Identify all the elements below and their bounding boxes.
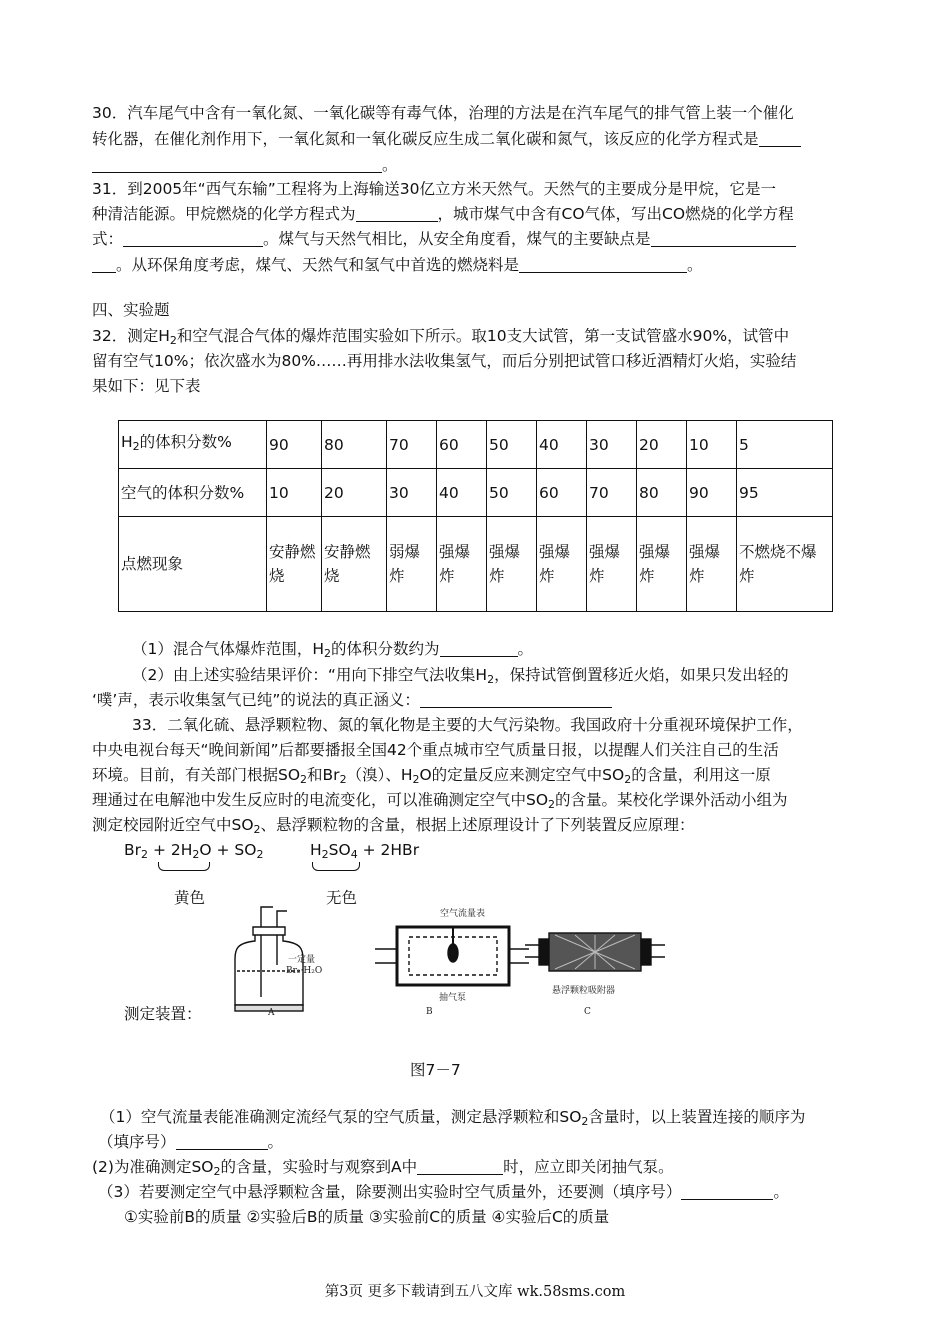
q32-sub1a: （1）混合气体爆炸范围，H bbox=[132, 640, 325, 658]
text-part: 的含量，利用这一原 bbox=[631, 766, 771, 784]
q31-line4a: 。从环保角度考虑，煤气、天然气和氢气中首选的燃烧料是 bbox=[116, 256, 520, 274]
q33-line2: 中央电视台每天“晚间新闻”后都要播报全国42个重点城市空气质量日报，以提醒人们关注自己的生活 bbox=[92, 741, 779, 759]
q32-sub1c: 。 bbox=[517, 640, 534, 658]
fig-a-note2: Br₂·H₂O bbox=[286, 966, 323, 976]
table-cell: 安静燃烧 bbox=[267, 517, 322, 612]
answer-blank bbox=[356, 204, 438, 222]
q33-line1: 33．二氧化硫、悬浮颗粒物、氮的氧化物是主要的大气污染物。我国政府十分重视环境保护工作， bbox=[132, 716, 803, 734]
answer-blank bbox=[759, 129, 801, 147]
row-label: 空气的体积分数% bbox=[119, 469, 267, 517]
q30-line1: 30．汽车尾气中含有一氧化氮、一氧化碳等有毒气体，治理的方法是在汽车尾气的排气管上装一个催化 bbox=[92, 104, 794, 122]
q32-line3: 果如下：见下表 bbox=[92, 377, 201, 395]
q30-line2 bbox=[92, 127, 801, 151]
answer-blank bbox=[92, 155, 382, 173]
q30-line2-text: 转化器，在催化剂作用下，一氧化氮和一氧化碳反应生成二氧化碳和氮气，该反应的化学方程式是 bbox=[92, 130, 759, 148]
answer-blank bbox=[681, 1182, 773, 1200]
subscript: 2 bbox=[213, 1165, 221, 1178]
q33-s3-options: ①实验前B的质量 ②实验后B的质量 ③实验前C的质量 ④实验后C的质量 bbox=[124, 1208, 610, 1226]
text-part: 测定校园附近空气中SO bbox=[92, 816, 254, 834]
eq-part: SO bbox=[328, 841, 351, 859]
fig-c-letter: C bbox=[584, 1007, 591, 1017]
label-part: 的体积分数% bbox=[139, 433, 232, 451]
eq-part: H bbox=[310, 841, 322, 859]
table-cell: 70 bbox=[587, 469, 637, 517]
q32-sub1 bbox=[132, 637, 533, 666]
fig-a-note1: 一定量 bbox=[288, 955, 316, 965]
eq-part: + 2HBr bbox=[357, 841, 420, 859]
subscript: 2 bbox=[253, 823, 261, 836]
table-cell: 95 bbox=[737, 469, 833, 517]
q32-sub2-line2 bbox=[92, 688, 612, 712]
text-part: （1）空气流量表能准确测定流经气泵的空气质量，测定悬浮颗粒和SO bbox=[100, 1108, 582, 1126]
table-cell: 弱爆炸 bbox=[387, 517, 437, 612]
text-part: 。 bbox=[267, 1133, 284, 1151]
answer-blank bbox=[519, 255, 687, 273]
q32-sub2a: （2）由上述实验结果评价：“用向下排空气法收集H bbox=[132, 666, 488, 684]
explosion-table bbox=[118, 420, 833, 612]
device-label: 测定装置： bbox=[124, 1005, 202, 1023]
fig-b-name: 抽气泵 bbox=[439, 993, 467, 1003]
subscript: 2 bbox=[132, 440, 140, 453]
text-part: 时，应立即关闭抽气泵。 bbox=[503, 1158, 674, 1176]
subscript: 2 bbox=[256, 848, 264, 861]
text-part: 和Br bbox=[307, 766, 340, 784]
q31-line4 bbox=[92, 253, 703, 277]
underbrace bbox=[312, 862, 360, 871]
answer-blank bbox=[420, 690, 612, 708]
table-cell: 10 bbox=[687, 421, 737, 469]
subscript: 2 bbox=[169, 334, 177, 347]
q30-line3-end: 。 bbox=[382, 156, 398, 174]
answer-blank bbox=[417, 1157, 503, 1175]
figure-caption: 图7－7 bbox=[410, 1061, 461, 1079]
q33-s3 bbox=[98, 1180, 789, 1204]
row-label bbox=[119, 421, 267, 469]
fig-b-note: 空气流量表 bbox=[440, 909, 486, 919]
q32-line2: 留有空气10%；依次盛水为80%……再用排水法收集氢气，而后分别把试管口移近酒精灯火焰，实验结 bbox=[92, 352, 797, 370]
table-cell: 60 bbox=[437, 421, 487, 469]
q30-line3 bbox=[92, 153, 398, 177]
text-part: 的含量。某校化学课外活动小组为 bbox=[555, 791, 788, 809]
table-cell: 强爆炸 bbox=[687, 517, 737, 612]
text-part: （填序号） bbox=[98, 1133, 176, 1151]
subscript: 2 bbox=[321, 848, 329, 861]
text-part: O的定量反应来测定空气中SO bbox=[419, 766, 625, 784]
subscript: 2 bbox=[412, 773, 420, 786]
q31-line2 bbox=[92, 202, 794, 226]
table-cell: 90 bbox=[267, 421, 322, 469]
table-cell: 5 bbox=[737, 421, 833, 469]
table-row bbox=[119, 517, 833, 612]
subscript: 2 bbox=[624, 773, 632, 786]
answer-blank bbox=[176, 1132, 268, 1150]
table-cell: 40 bbox=[537, 421, 587, 469]
table-cell: 强爆炸 bbox=[537, 517, 587, 612]
table-cell: 70 bbox=[387, 421, 437, 469]
table-cell: 强爆炸 bbox=[587, 517, 637, 612]
section-heading: 四、实验题 bbox=[92, 301, 170, 319]
answer-blank bbox=[92, 255, 116, 273]
subscript: 2 bbox=[141, 848, 149, 861]
subscript: 2 bbox=[487, 673, 495, 686]
q32-sub2-line2-text: ‘噗’声，表示收集氢气已纯”的说法的真正涵义： bbox=[92, 691, 420, 709]
table-cell: 50 bbox=[487, 421, 537, 469]
fig-b-letter: B bbox=[426, 1007, 433, 1017]
q32-line1b: 和空气混合气体的爆炸范围实验如下所示。取10支大试管，第一支试管盛水90%，试管中 bbox=[176, 327, 790, 345]
table-cell: 60 bbox=[537, 469, 587, 517]
q32-sub2b: ，保持试管倒置移近火焰，如果只发出轻的 bbox=[494, 666, 789, 684]
table-cell: 安静燃烧 bbox=[322, 517, 387, 612]
eq-part: O + SO bbox=[199, 841, 257, 859]
apparatus-figure bbox=[225, 905, 675, 1025]
text-part: （溴）、H bbox=[346, 766, 413, 784]
air-pump bbox=[375, 927, 529, 985]
answer-blank bbox=[440, 639, 518, 657]
text-part: 、悬浮颗粒物的含量，根据上述原理设计了下列装置反应原理： bbox=[260, 816, 695, 834]
q31-line3b: 。煤气与天然气相比，从安全角度看，煤气的主要缺点是 bbox=[263, 230, 651, 248]
subscript: 2 bbox=[548, 798, 556, 811]
color-label-colorless: 无色 bbox=[326, 889, 358, 907]
table-row bbox=[119, 421, 833, 469]
q31-line1: 31．到2005年“西气东输”工程将为上海输送30亿立方米天然气。天然气的主要成分是甲烷，它是一 bbox=[92, 180, 776, 198]
color-label-yellow: 黄色 bbox=[174, 889, 206, 907]
table-cell: 90 bbox=[687, 469, 737, 517]
label-part: H bbox=[121, 433, 133, 451]
text-part: 含量时，以上装置连接的顺序为 bbox=[588, 1108, 806, 1126]
fig-a-letter: A bbox=[268, 1008, 275, 1018]
table-cell: 强爆炸 bbox=[637, 517, 687, 612]
table-cell: 不燃烧不爆炸 bbox=[737, 517, 833, 612]
q31-line2b: ，城市煤气中含有CO气体，写出CO燃烧的化学方程 bbox=[437, 205, 794, 223]
table-cell: 强爆炸 bbox=[437, 517, 487, 612]
text-part: 的含量，实验时与观察到A中 bbox=[220, 1158, 418, 1176]
table-cell: 强爆炸 bbox=[487, 517, 537, 612]
page-footer: 第3页 更多下载请到五八文库 wk.58sms.com bbox=[324, 1284, 626, 1300]
text-part: 。 bbox=[773, 1183, 789, 1201]
table-cell: 50 bbox=[487, 469, 537, 517]
answer-blank bbox=[123, 229, 263, 247]
eq-part: + 2H bbox=[148, 841, 193, 859]
table-cell: 80 bbox=[637, 469, 687, 517]
q32-sub1b: 的体积分数约为 bbox=[331, 640, 440, 658]
subscript: 2 bbox=[324, 647, 332, 660]
q31-line4b: 。 bbox=[687, 256, 703, 274]
table-row bbox=[119, 469, 833, 517]
underbrace bbox=[158, 862, 210, 871]
table-cell: 30 bbox=[587, 421, 637, 469]
text-part: 环境。目前，有关部门根据SO bbox=[92, 766, 301, 784]
q31-line3 bbox=[92, 227, 796, 251]
fig-c-name: 悬浮颗粒吸附器 bbox=[552, 986, 616, 996]
table-cell: 30 bbox=[387, 469, 437, 517]
answer-blank bbox=[651, 229, 796, 247]
table-cell: 10 bbox=[267, 469, 322, 517]
q33-s1-line2 bbox=[98, 1130, 283, 1154]
eq-part: Br bbox=[124, 841, 142, 859]
q32-line1a: 32．测定H bbox=[92, 327, 170, 345]
text-part: 理通过在电解池中发生反应时的电流变化，可以准确测定空气中SO bbox=[92, 791, 549, 809]
table-cell: 20 bbox=[637, 421, 687, 469]
table-cell: 40 bbox=[437, 469, 487, 517]
table-cell: 80 bbox=[322, 421, 387, 469]
subscript: 2 bbox=[339, 773, 347, 786]
subscript: 2 bbox=[192, 848, 200, 861]
q31-line3a: 式： bbox=[92, 230, 124, 248]
text-part: (2)为准确测定SO bbox=[92, 1158, 214, 1176]
text-part: （3）若要测定空气中悬浮颗粒含量，除要测出实验时空气质量外，还要测（填序号） bbox=[98, 1183, 682, 1201]
q31-line2a: 种清洁能源。甲烷燃烧的化学方程式为 bbox=[92, 205, 356, 223]
subscript: 2 bbox=[581, 1115, 589, 1128]
subscript: 4 bbox=[350, 848, 358, 861]
subscript: 2 bbox=[300, 773, 308, 786]
table-cell: 20 bbox=[322, 469, 387, 517]
row-label: 点燃现象 bbox=[119, 517, 267, 612]
particle-adsorber bbox=[525, 933, 665, 971]
